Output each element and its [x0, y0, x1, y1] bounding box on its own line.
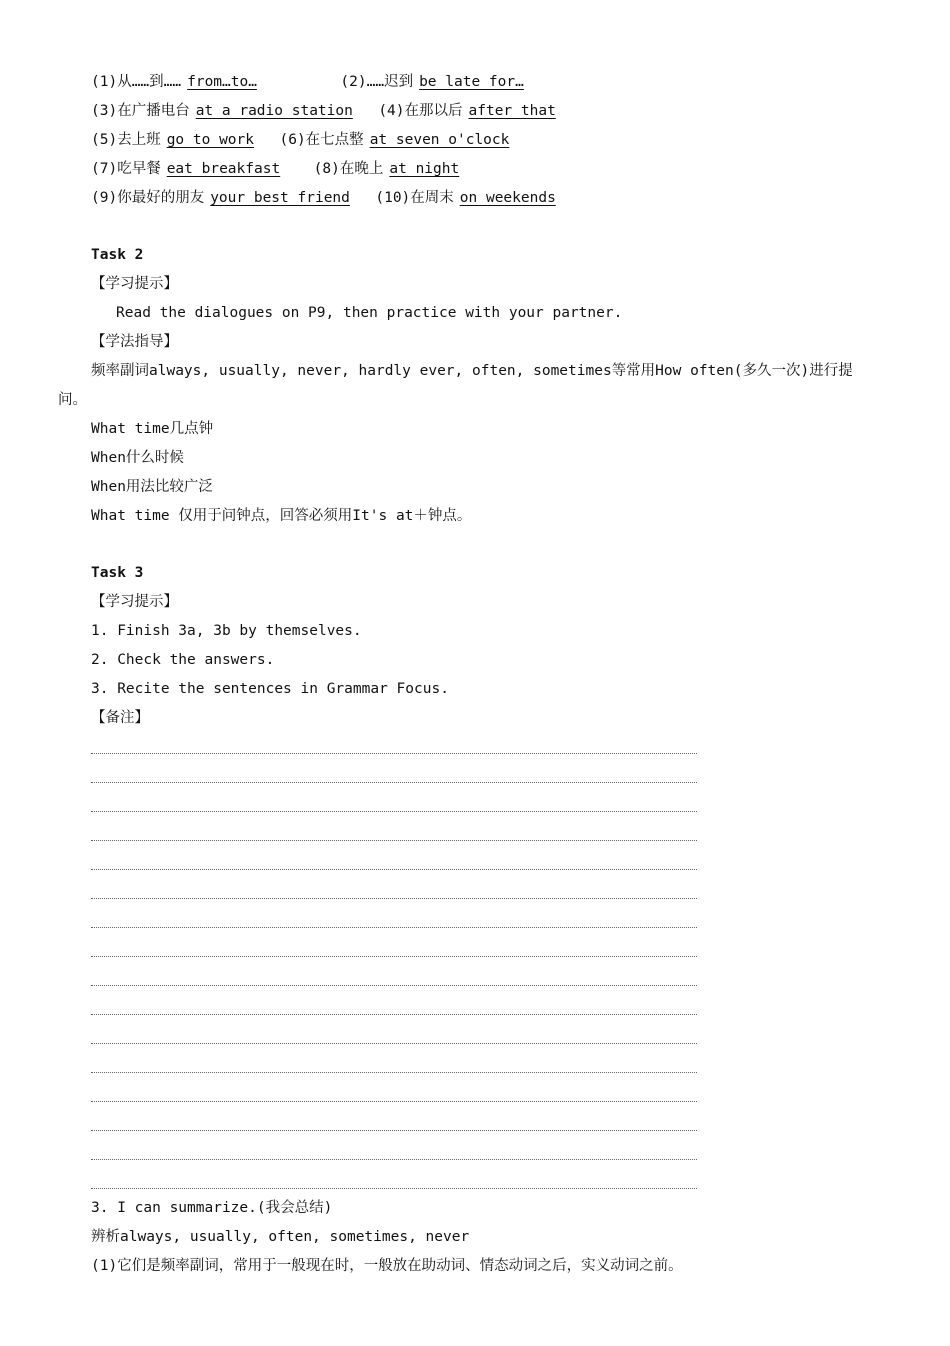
phrase-answer: eat breakfast [166, 161, 281, 177]
task2-line-what-time-usage: What time 仅用于问钟点，回答必须用It's at＋钟点。 [91, 508, 472, 524]
phrase-answer: at a radio station [195, 103, 353, 119]
phrase-answer: at night [389, 161, 460, 177]
note-line [91, 927, 697, 928]
phrase-cn: (3)在广播电台 [91, 103, 190, 119]
phrase-answer: from…to… [187, 74, 257, 90]
task3-notes-heading: 【备注】 [91, 710, 149, 726]
phrase-answer: on weekends [459, 190, 556, 206]
task2-tip-heading: 【学习提示】 [91, 276, 178, 292]
phrase-cn: (5)去上班 [91, 132, 161, 148]
note-line [91, 782, 697, 783]
phrase-cn: (10)在周末 [375, 190, 454, 206]
task3-title: Task 3 [91, 565, 144, 581]
note-line [91, 840, 697, 841]
note-line [91, 1101, 697, 1102]
phrase-answer: go to work [166, 132, 255, 148]
note-line [91, 1159, 697, 1160]
phrase-cn: (6)在七点整 [279, 132, 364, 148]
task3-step-3: 3. Recite the sentences in Grammar Focus. [91, 681, 449, 697]
phrase-answer: your best friend [210, 190, 350, 206]
note-line [91, 985, 697, 986]
phrase-cn: (9)你最好的朋友 [91, 190, 205, 206]
phrase-cn: (8)在晚上 [313, 161, 384, 177]
note-line [91, 1130, 697, 1131]
phrase-answer: be late for… [419, 74, 524, 90]
task2-title: Task 2 [91, 247, 144, 263]
phrase-row-2 [91, 101, 556, 121]
task3-step-1: 1. Finish 3a, 3b by themselves. [91, 623, 362, 639]
phrase-row-4 [91, 159, 459, 179]
summary-line-1: 辨析always, usually, often, sometimes, never [91, 1229, 470, 1245]
note-line [91, 869, 697, 870]
task2-guide-line2: 问。 [58, 392, 87, 408]
note-line [91, 1014, 697, 1015]
phrase-row-5 [91, 188, 556, 208]
task2-line-when-usage: When用法比较广泛 [91, 479, 213, 495]
note-line [91, 1043, 697, 1044]
phrase-cn: (4)在那以后 [378, 103, 463, 119]
note-line [91, 811, 697, 812]
note-line [91, 898, 697, 899]
phrase-answer: at seven o'clock [369, 132, 510, 148]
note-line [91, 1188, 697, 1189]
summary-title: 3. I can summarize.(我会总结) [91, 1200, 333, 1216]
note-line [91, 1072, 697, 1073]
task3-tip-heading: 【学习提示】 [91, 594, 178, 610]
phrase-answer: after that [468, 103, 556, 119]
summary-line-2: (1)它们是频率副词，常用于一般现在时，一般放在助动词、情态动词之后，实义动词之前。 [91, 1258, 683, 1274]
task2-line-what-time: What time几点钟 [91, 421, 214, 437]
phrase-cn: (2)……迟到 [340, 74, 414, 90]
note-line [91, 956, 697, 957]
task2-line-when: When什么时候 [91, 450, 184, 466]
phrase-cn: (7)吃早餐 [91, 161, 161, 177]
note-line [91, 753, 697, 754]
phrase-cn: (1)从……到…… [91, 74, 182, 90]
task2-guide-heading: 【学法指导】 [91, 334, 178, 350]
task2-guide-line1: 频率副词always, usually, never, hardly ever, often, sometimes等常用How often(多久一次)进行提 [91, 363, 853, 379]
task3-step-2: 2. Check the answers. [91, 652, 275, 668]
phrase-row-1 [91, 72, 524, 92]
phrase-row-3 [91, 130, 509, 150]
task2-tip-text: Read the dialogues on P9, then practice with your partner. [116, 305, 623, 321]
